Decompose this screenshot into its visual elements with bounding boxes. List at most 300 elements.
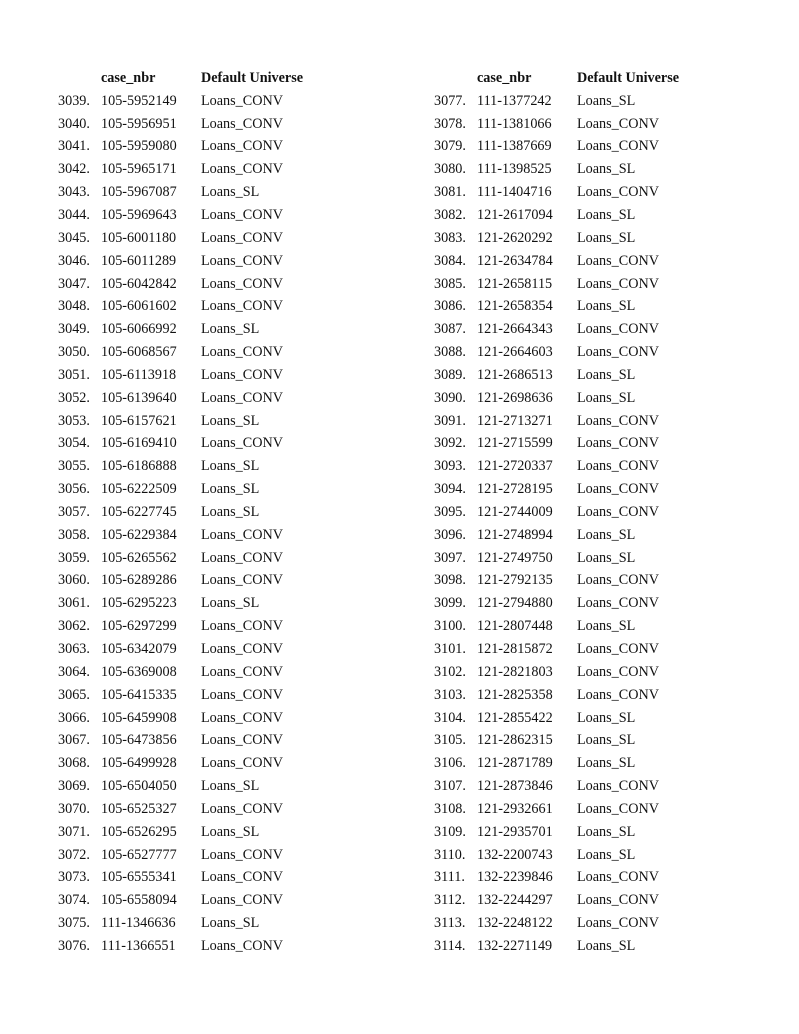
case-nbr-cell: 121-2821803 [477, 663, 553, 680]
row-number: 3096. [434, 526, 466, 543]
row-number: 3067. [58, 732, 90, 749]
universe-cell: Loans_CONV [201, 161, 283, 178]
universe-cell: Loans_CONV [201, 206, 283, 223]
case-nbr-cell: 105-5956951 [101, 115, 177, 132]
universe-cell: Loans_CONV [577, 481, 659, 498]
table-row [58, 707, 331, 730]
table-row [58, 158, 331, 181]
table-row [58, 775, 331, 798]
row-number: 3056. [58, 481, 90, 498]
row-number: 3060. [58, 572, 90, 589]
table-row [434, 547, 707, 570]
universe-cell: Loans_SL [201, 184, 260, 201]
case-nbr-cell: 105-6157621 [101, 412, 177, 429]
table-row [434, 158, 707, 181]
universe-cell: Loans_SL [201, 778, 260, 795]
case-nbr-cell: 111-1404716 [477, 184, 552, 201]
case-nbr-cell: 121-2658354 [477, 298, 553, 315]
table-row [434, 935, 707, 958]
universe-cell: Loans_SL [201, 321, 260, 338]
row-number: 3069. [58, 778, 90, 795]
case-nbr-cell: 105-6068567 [101, 344, 177, 361]
row-number: 3106. [434, 755, 466, 772]
universe-cell: Loans_CONV [201, 618, 283, 635]
case-nbr-cell: 105-6265562 [101, 549, 177, 566]
row-number: 3107. [434, 778, 466, 795]
row-number: 3075. [58, 915, 90, 932]
case-nbr-cell: 105-6558094 [101, 892, 177, 909]
case-nbr-cell: 105-6526295 [101, 823, 177, 840]
row-number: 3053. [58, 412, 90, 429]
case-nbr-cell: 105-6504050 [101, 778, 177, 795]
table-row [58, 844, 331, 867]
universe-cell: Loans_CONV [201, 229, 283, 246]
row-number: 3070. [58, 800, 90, 817]
table-row [58, 935, 331, 958]
universe-cell: Loans_SL [577, 92, 636, 109]
universe-cell: Loans_SL [201, 595, 260, 612]
row-number: 3101. [434, 641, 466, 658]
table-row [58, 638, 331, 661]
universe-cell: Loans_CONV [201, 800, 283, 817]
universe-cell: Loans_CONV [201, 869, 283, 886]
table-row [58, 570, 331, 593]
universe-cell: Loans_SL [201, 458, 260, 475]
case-nbr-cell: 105-6066992 [101, 321, 177, 338]
row-number: 3045. [58, 229, 90, 246]
row-number: 3088. [434, 344, 466, 361]
table-row [434, 90, 707, 113]
row-number: 3041. [58, 138, 90, 155]
universe-cell: Loans_CONV [577, 595, 659, 612]
table-row [434, 570, 707, 593]
case-nbr-cell: 111-1381066 [477, 115, 552, 132]
universe-cell: Loans_SL [201, 915, 260, 932]
row-number: 3076. [58, 937, 90, 954]
universe-cell: Loans_SL [577, 549, 636, 566]
table-row [58, 250, 331, 273]
table-row [58, 821, 331, 844]
row-number: 3113. [434, 915, 466, 932]
case-nbr-cell: 105-6139640 [101, 389, 177, 406]
table-row [58, 181, 331, 204]
table-row [434, 889, 707, 912]
row-number: 3073. [58, 869, 90, 886]
case-nbr-header: case_nbr [101, 69, 156, 86]
universe-cell: Loans_SL [577, 823, 636, 840]
row-number: 3095. [434, 503, 466, 520]
table-row [58, 136, 331, 159]
universe-cell: Loans_CONV [577, 184, 659, 201]
row-number: 3091. [434, 412, 466, 429]
case-nbr-cell: 111-1346636 [101, 915, 176, 932]
case-nbr-cell: 105-5952149 [101, 92, 177, 109]
case-nbr-cell: 121-2634784 [477, 252, 553, 269]
table-row [434, 273, 707, 296]
table-row [58, 387, 331, 410]
universe-cell: Loans_CONV [577, 321, 659, 338]
row-number: 3054. [58, 435, 90, 452]
row-number: 3055. [58, 458, 90, 475]
case-nbr-cell: 111-1366551 [101, 937, 176, 954]
universe-cell: Loans_CONV [201, 435, 283, 452]
row-number: 3058. [58, 526, 90, 543]
universe-cell: Loans_CONV [201, 389, 283, 406]
case-nbr-cell: 121-2792135 [477, 572, 553, 589]
table-row [434, 912, 707, 935]
table-row [58, 318, 331, 341]
row-number: 3050. [58, 344, 90, 361]
table-row [58, 912, 331, 935]
row-number: 3087. [434, 321, 466, 338]
universe-cell: Loans_SL [577, 161, 636, 178]
row-number: 3098. [434, 572, 466, 589]
table-row [58, 524, 331, 547]
universe-cell: Loans_CONV [577, 115, 659, 132]
table-row [434, 433, 707, 456]
universe-cell: Loans_SL [577, 366, 636, 383]
table-row [434, 661, 707, 684]
case-nbr-cell: 121-2871789 [477, 755, 553, 772]
case-nbr-cell: 105-6499928 [101, 755, 177, 772]
universe-cell: Loans_CONV [577, 686, 659, 703]
universe-cell: Loans_CONV [201, 755, 283, 772]
table-row [58, 684, 331, 707]
case-nbr-cell: 121-2749750 [477, 549, 553, 566]
universe-cell: Loans_CONV [577, 869, 659, 886]
row-number: 3068. [58, 755, 90, 772]
table-row [58, 547, 331, 570]
case-nbr-cell: 111-1398525 [477, 161, 552, 178]
row-number: 3063. [58, 641, 90, 658]
universe-cell: Loans_CONV [201, 252, 283, 269]
case-nbr-cell: 105-6042842 [101, 275, 177, 292]
case-nbr-cell: 121-2748994 [477, 526, 553, 543]
row-number: 3077. [434, 92, 466, 109]
case-nbr-cell: 132-2239846 [477, 869, 553, 886]
case-nbr-cell: 121-2728195 [477, 481, 553, 498]
row-number: 3080. [434, 161, 466, 178]
case-nbr-cell: 105-6001180 [101, 229, 177, 246]
universe-cell: Loans_CONV [201, 526, 283, 543]
universe-cell: Loans_CONV [201, 92, 283, 109]
case-nbr-cell: 105-6229384 [101, 526, 177, 543]
case-nbr-cell: 121-2715599 [477, 435, 553, 452]
row-number: 3048. [58, 298, 90, 315]
universe-cell: Loans_CONV [577, 275, 659, 292]
table-row [434, 295, 707, 318]
universe-cell: Loans_SL [577, 229, 636, 246]
default-universe-header: Default Universe [577, 69, 680, 86]
row-number: 3059. [58, 549, 90, 566]
table-row [58, 113, 331, 136]
table-row [58, 478, 331, 501]
table-row [434, 113, 707, 136]
row-number: 3082. [434, 206, 466, 223]
case-nbr-cell: 121-2620292 [477, 229, 553, 246]
case-nbr-cell: 132-2248122 [477, 915, 553, 932]
table-row [58, 729, 331, 752]
table-row [434, 318, 707, 341]
row-number: 3074. [58, 892, 90, 909]
universe-cell: Loans_CONV [201, 366, 283, 383]
universe-cell: Loans_CONV [201, 709, 283, 726]
table-row [434, 775, 707, 798]
case-nbr-cell: 105-6527777 [101, 846, 177, 863]
universe-cell: Loans_CONV [577, 572, 659, 589]
row-number: 3084. [434, 252, 466, 269]
table-row [58, 364, 331, 387]
universe-cell: Loans_CONV [201, 344, 283, 361]
row-number: 3062. [58, 618, 90, 635]
case-nbr-cell: 121-2873846 [477, 778, 553, 795]
table-row [434, 501, 707, 524]
case-nbr-cell: 105-6555341 [101, 869, 177, 886]
case-nbr-cell: 105-5959080 [101, 138, 177, 155]
universe-cell: Loans_SL [577, 389, 636, 406]
table-row [58, 867, 331, 890]
row-number: 3044. [58, 206, 90, 223]
row-number: 3114. [434, 937, 466, 954]
case-nbr-cell: 105-6169410 [101, 435, 177, 452]
case-nbr-cell: 121-2686513 [477, 366, 553, 383]
universe-cell: Loans_CONV [201, 298, 283, 315]
table-row [58, 273, 331, 296]
case-nbr-cell: 132-2271149 [477, 937, 553, 954]
row-number: 3079. [434, 138, 466, 155]
table-row [58, 661, 331, 684]
row-number: 3112. [434, 892, 466, 909]
table-row [58, 433, 331, 456]
universe-cell: Loans_SL [577, 618, 636, 635]
row-number: 3051. [58, 366, 90, 383]
row-number: 3083. [434, 229, 466, 246]
universe-cell: Loans_SL [201, 412, 260, 429]
universe-cell: Loans_CONV [201, 892, 283, 909]
case-nbr-cell: 105-6222509 [101, 481, 177, 498]
case-nbr-cell: 105-6525327 [101, 800, 177, 817]
case-nbr-cell: 105-5967087 [101, 184, 177, 201]
case-nbr-cell: 121-2807448 [477, 618, 553, 635]
case-nbr-cell: 121-2664343 [477, 321, 553, 338]
row-number: 3057. [58, 503, 90, 520]
case-nbr-cell: 121-2744009 [477, 503, 553, 520]
universe-cell: Loans_SL [577, 298, 636, 315]
case-nbr-cell: 121-2932661 [477, 800, 553, 817]
case-nbr-header: case_nbr [477, 69, 532, 86]
universe-cell: Loans_CONV [201, 115, 283, 132]
table-row [58, 90, 331, 113]
table-row [434, 798, 707, 821]
universe-cell: Loans_SL [201, 481, 260, 498]
table-row [58, 501, 331, 524]
universe-cell: Loans_CONV [201, 686, 283, 703]
case-nbr-cell: 121-2713271 [477, 412, 553, 429]
universe-cell: Loans_CONV [577, 252, 659, 269]
universe-cell: Loans_CONV [577, 503, 659, 520]
row-number: 3040. [58, 115, 90, 132]
case-nbr-cell: 105-6227745 [101, 503, 177, 520]
case-nbr-cell: 111-1377242 [477, 92, 552, 109]
case-nbr-cell: 105-6342079 [101, 641, 177, 658]
universe-cell: Loans_CONV [577, 138, 659, 155]
table-row [58, 592, 331, 615]
table-row [434, 524, 707, 547]
row-number: 3109. [434, 823, 466, 840]
table-row [58, 295, 331, 318]
universe-cell: Loans_CONV [201, 846, 283, 863]
row-number: 3071. [58, 823, 90, 840]
row-number: 3097. [434, 549, 466, 566]
table-row [434, 478, 707, 501]
universe-cell: Loans_SL [577, 526, 636, 543]
case-nbr-cell: 121-2664603 [477, 344, 553, 361]
table-row [434, 752, 707, 775]
universe-cell: Loans_CONV [201, 937, 283, 954]
case-nbr-cell: 105-6473856 [101, 732, 177, 749]
table-row [434, 387, 707, 410]
universe-cell: Loans_CONV [201, 663, 283, 680]
row-number: 3090. [434, 389, 466, 406]
table-row [434, 821, 707, 844]
case-nbr-cell: 105-6369008 [101, 663, 177, 680]
case-nbr-cell: 121-2794880 [477, 595, 553, 612]
universe-cell: Loans_CONV [577, 915, 659, 932]
table-header [434, 67, 707, 90]
universe-cell: Loans_CONV [201, 138, 283, 155]
row-number: 3046. [58, 252, 90, 269]
row-number: 3094. [434, 481, 466, 498]
universe-cell: Loans_SL [577, 206, 636, 223]
case-nbr-cell: 132-2244297 [477, 892, 553, 909]
universe-cell: Loans_CONV [577, 778, 659, 795]
row-number: 3043. [58, 184, 90, 201]
case-nbr-cell: 121-2658115 [477, 275, 553, 292]
row-number: 3039. [58, 92, 90, 109]
table-row [434, 250, 707, 273]
table-column-left [58, 67, 331, 958]
row-number: 3078. [434, 115, 466, 132]
table-row [58, 752, 331, 775]
table-row [434, 341, 707, 364]
table-row [58, 798, 331, 821]
table-row [58, 204, 331, 227]
default-universe-header: Default Universe [201, 69, 304, 86]
row-number: 3061. [58, 595, 90, 612]
universe-cell: Loans_SL [577, 846, 636, 863]
row-number: 3086. [434, 298, 466, 315]
row-number: 3066. [58, 709, 90, 726]
row-number: 3089. [434, 366, 466, 383]
universe-cell: Loans_SL [577, 732, 636, 749]
row-number: 3049. [58, 321, 90, 338]
case-nbr-cell: 121-2720337 [477, 458, 553, 475]
table-header [58, 67, 331, 90]
case-nbr-cell: 121-2698636 [477, 389, 553, 406]
table-row [434, 181, 707, 204]
table-row [58, 341, 331, 364]
universe-cell: Loans_CONV [577, 435, 659, 452]
table-row [434, 867, 707, 890]
case-nbr-cell: 121-2815872 [477, 641, 553, 658]
case-nbr-cell: 105-6061602 [101, 298, 177, 315]
row-number: 3081. [434, 184, 466, 201]
table-row [58, 410, 331, 433]
universe-cell: Loans_CONV [577, 663, 659, 680]
universe-cell: Loans_SL [201, 503, 260, 520]
table-row [434, 136, 707, 159]
table-row [434, 707, 707, 730]
case-nbr-cell: 105-5969643 [101, 206, 177, 223]
case-nbr-cell: 105-6113918 [101, 366, 177, 383]
universe-cell: Loans_SL [577, 709, 636, 726]
case-nbr-cell: 105-6186888 [101, 458, 177, 475]
row-number: 3105. [434, 732, 466, 749]
universe-cell: Loans_CONV [201, 549, 283, 566]
universe-cell: Loans_SL [201, 823, 260, 840]
row-number: 3042. [58, 161, 90, 178]
table-row [58, 889, 331, 912]
universe-cell: Loans_CONV [577, 412, 659, 429]
table-row [434, 592, 707, 615]
table-row [434, 364, 707, 387]
universe-cell: Loans_CONV [577, 344, 659, 361]
table-row [434, 204, 707, 227]
row-number: 3092. [434, 435, 466, 452]
case-nbr-cell: 105-6295223 [101, 595, 177, 612]
case-nbr-cell: 105-6459908 [101, 709, 177, 726]
row-number: 3085. [434, 275, 466, 292]
table-row [434, 455, 707, 478]
row-number: 3108. [434, 800, 466, 817]
row-number: 3047. [58, 275, 90, 292]
universe-cell: Loans_CONV [201, 732, 283, 749]
table-column-right [434, 67, 707, 958]
row-number: 3052. [58, 389, 90, 406]
universe-cell: Loans_SL [577, 755, 636, 772]
case-nbr-cell: 111-1387669 [477, 138, 552, 155]
row-number: 3099. [434, 595, 466, 612]
case-nbr-cell: 121-2935701 [477, 823, 553, 840]
row-number: 3104. [434, 709, 466, 726]
case-nbr-cell: 105-6415335 [101, 686, 177, 703]
case-nbr-cell: 105-6289286 [101, 572, 177, 589]
row-number: 3110. [434, 846, 466, 863]
case-nbr-cell: 121-2617094 [477, 206, 553, 223]
row-number: 3103. [434, 686, 466, 703]
row-number: 3064. [58, 663, 90, 680]
row-number: 3100. [434, 618, 466, 635]
table-row [434, 410, 707, 433]
case-nbr-cell: 105-5965171 [101, 161, 177, 178]
universe-cell: Loans_CONV [577, 458, 659, 475]
universe-cell: Loans_CONV [201, 275, 283, 292]
row-number: 3102. [434, 663, 466, 680]
case-nbr-cell: 121-2825358 [477, 686, 553, 703]
case-nbr-cell: 121-2855422 [477, 709, 553, 726]
universe-cell: Loans_CONV [201, 641, 283, 658]
row-number: 3065. [58, 686, 90, 703]
table-row [434, 684, 707, 707]
case-nbr-cell: 121-2862315 [477, 732, 553, 749]
row-number: 3111. [434, 869, 465, 886]
table-row [434, 615, 707, 638]
table-row [434, 227, 707, 250]
universe-cell: Loans_CONV [577, 892, 659, 909]
case-nbr-cell: 132-2200743 [477, 846, 553, 863]
universe-cell: Loans_SL [577, 937, 636, 954]
case-nbr-cell: 105-6297299 [101, 618, 177, 635]
